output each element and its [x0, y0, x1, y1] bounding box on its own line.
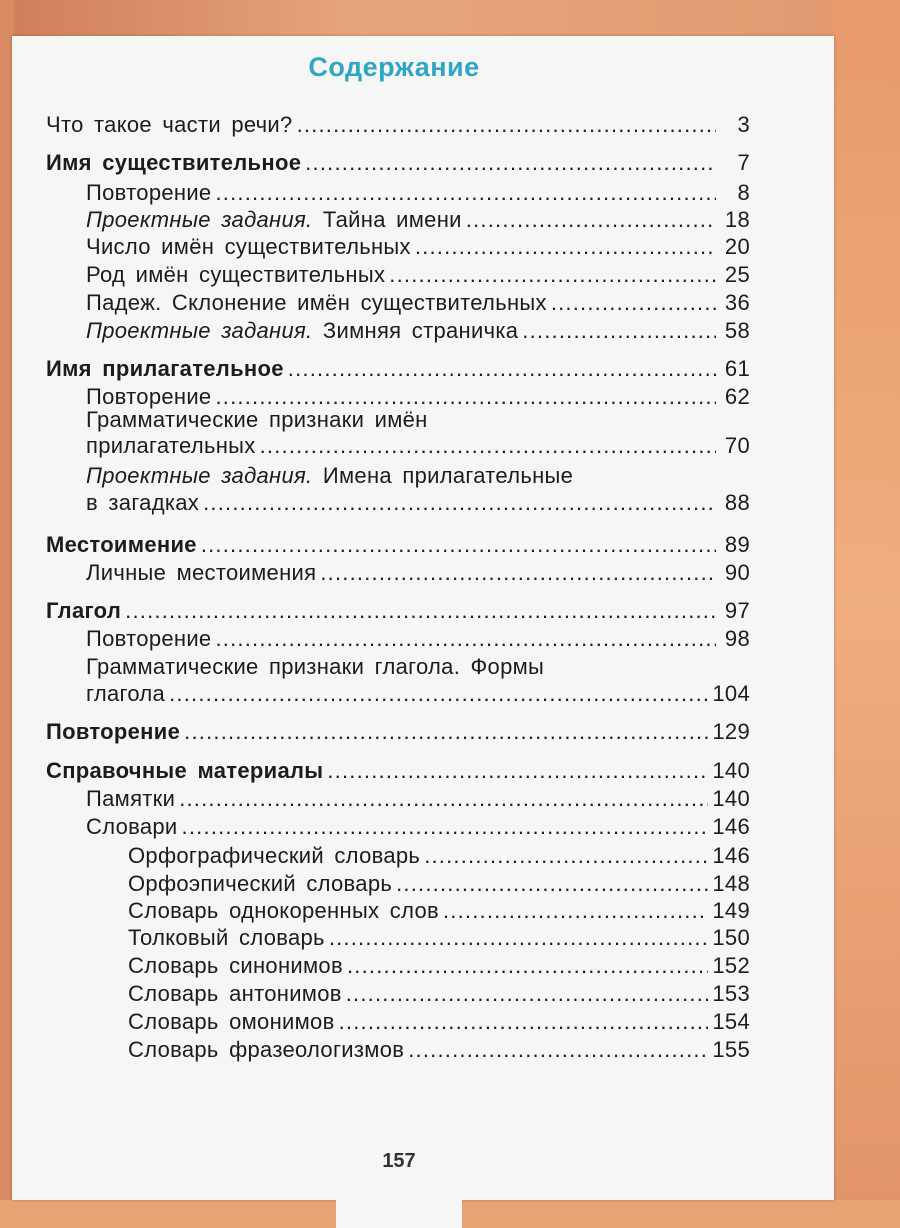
toc-entry-text: Толковый словарь — [128, 925, 325, 950]
toc-entry-text: Имя существительное — [46, 150, 302, 175]
toc-page-number: 150 — [712, 925, 750, 950]
toc-page-number: 3 — [737, 112, 750, 137]
toc-entry[interactable] — [128, 981, 750, 1007]
toc-entry-text: Имя прилагательное — [46, 356, 284, 381]
toc-entry-text: Памятки — [86, 786, 176, 811]
toc-entry[interactable] — [86, 490, 750, 516]
toc-section-entry[interactable] — [46, 719, 750, 745]
dot-leader — [346, 981, 709, 1007]
toc-page-number: 148 — [712, 871, 750, 896]
toc-section-entry[interactable] — [46, 150, 750, 176]
toc-entry-title — [86, 318, 518, 344]
toc-entry-text: Зимняя страничка — [322, 318, 519, 343]
dot-leader — [320, 560, 716, 586]
dot-leader — [551, 290, 716, 316]
toc-entry-text: Повторение — [46, 719, 181, 744]
toc-page-number: 89 — [724, 532, 750, 557]
toc-entry-text: Словарь синонимов — [128, 953, 343, 978]
dot-leader — [201, 532, 716, 558]
toc-section-entry[interactable] — [46, 356, 750, 382]
toc-entry-text: Словарь однокоренных слов — [128, 898, 439, 923]
toc-entry-line1-text: Имена прилагательные — [322, 463, 574, 488]
dot-leader — [339, 1009, 709, 1035]
dot-leader — [179, 786, 708, 812]
toc-entry-line1 — [86, 407, 428, 433]
toc-entry-title — [46, 598, 121, 624]
toc-entry-text: глагола — [86, 681, 166, 706]
toc-entry-title — [86, 626, 211, 652]
toc-entry-italic-prefix: Проектные задания. — [86, 318, 313, 343]
dot-leader — [182, 814, 709, 840]
toc-entry-title — [86, 814, 178, 840]
toc-page-number: 146 — [712, 814, 750, 839]
toc-entry-title — [86, 207, 462, 233]
toc-entry-title — [86, 560, 316, 586]
toc-entry[interactable] — [86, 814, 750, 840]
dot-leader — [203, 490, 716, 516]
toc-entry-title — [86, 234, 411, 260]
toc-page-number: 36 — [724, 290, 750, 315]
toc-entry-text: Повторение — [86, 180, 212, 205]
toc-entry[interactable] — [86, 626, 750, 652]
toc-entry-line1 — [86, 654, 544, 680]
toc-page-number: 152 — [712, 953, 750, 978]
toc-entry-title — [128, 898, 439, 924]
toc-page-number: 25 — [724, 262, 750, 287]
dot-leader — [389, 262, 716, 288]
toc-entry-text: Что такое части речи? — [46, 112, 293, 137]
toc-page-number: 98 — [724, 626, 750, 651]
toc-entry-line1-text: Грамматические признаки имён — [86, 407, 428, 432]
toc-entry-text: Словарь фразеологизмов — [128, 1037, 405, 1062]
toc-entry-title — [128, 1037, 404, 1063]
toc-entry-title — [46, 758, 323, 784]
toc-entry-title — [86, 262, 385, 288]
dot-leader — [215, 180, 716, 206]
dot-leader — [443, 898, 708, 924]
toc-page-number: 104 — [712, 681, 750, 706]
dot-leader — [215, 626, 716, 652]
toc-entry-line1-text: Грамматические признаки глагола. Формы — [86, 654, 545, 679]
toc-entry[interactable] — [86, 681, 750, 707]
toc-entry-title — [128, 1009, 335, 1035]
toc-entry-title — [128, 925, 325, 951]
toc-entry-text: Тайна имени — [322, 207, 462, 232]
toc-entry-text: Словарь антонимов — [128, 981, 342, 1006]
toc-entry[interactable] — [86, 318, 750, 344]
toc-entry[interactable] — [128, 925, 750, 951]
dot-leader — [522, 318, 716, 344]
dot-leader — [288, 356, 716, 382]
toc-entry-text: в загадках — [86, 490, 200, 515]
toc-entry-text: Род имён существительных — [86, 262, 386, 287]
toc-entry-title — [86, 681, 165, 707]
toc-entry-text: Справочные материалы — [46, 758, 324, 783]
toc-entry-line1 — [86, 463, 573, 489]
toc-entry[interactable] — [128, 843, 750, 869]
toc-entry[interactable] — [128, 953, 750, 979]
toc-entry-title — [46, 719, 180, 745]
toc-section-entry[interactable] — [46, 532, 750, 558]
toc-entry-text: прилагательных — [86, 433, 256, 458]
toc-entry[interactable] — [86, 433, 750, 459]
toc-entry-text: Словари — [86, 814, 178, 839]
dot-leader — [415, 234, 716, 260]
dot-leader — [260, 433, 716, 459]
toc-entry[interactable] — [128, 1037, 750, 1063]
toc-section-entry[interactable] — [46, 758, 750, 784]
toc-entry[interactable] — [128, 871, 750, 897]
page-title: Содержание — [308, 52, 480, 82]
dot-leader — [347, 953, 708, 979]
toc-page-number: 140 — [712, 758, 750, 783]
dot-leader — [466, 207, 716, 233]
toc-entry-title — [86, 490, 199, 516]
toc-page-number: 153 — [712, 981, 750, 1006]
toc-entry-text: Глагол — [46, 598, 122, 623]
toc-entry-title — [46, 356, 284, 382]
toc-page-number: 62 — [724, 384, 750, 409]
toc-entry-title — [128, 871, 392, 897]
toc-entry-text: Местоимение — [46, 532, 197, 557]
toc-entry-text: Орфоэпический словарь — [128, 871, 393, 896]
dot-leader — [408, 1037, 708, 1063]
dot-leader — [396, 871, 708, 897]
toc-page-number: 146 — [712, 843, 750, 868]
toc-entry-title — [128, 843, 420, 869]
toc-entry-text: Орфографический словарь — [128, 843, 421, 868]
toc-entry[interactable] — [86, 290, 750, 316]
toc-page-number: 7 — [737, 150, 750, 175]
dot-leader — [305, 150, 716, 176]
toc-page-number: 18 — [724, 207, 750, 232]
page-number: 157 — [382, 1150, 416, 1172]
toc-entry-text: Личные местоимения — [86, 560, 317, 585]
toc-entry-italic-prefix: Проектные задания. — [86, 207, 313, 232]
toc-section-entry[interactable] — [46, 598, 750, 624]
dot-leader — [329, 925, 709, 951]
toc-page-number: 88 — [724, 490, 750, 515]
dot-leader — [327, 758, 708, 784]
toc-page-number: 129 — [712, 719, 750, 744]
toc-entry[interactable] — [128, 1009, 750, 1035]
toc-entry[interactable] — [46, 112, 750, 138]
toc-page-number: 154 — [712, 1009, 750, 1034]
toc-page-number: 140 — [712, 786, 750, 811]
toc-entry-title — [46, 532, 197, 558]
toc-entry-text: Число имён существительных — [86, 234, 411, 259]
toc-entry-italic-prefix: Проектные задания. — [86, 463, 313, 488]
toc-entry[interactable] — [86, 560, 750, 586]
toc-page-number: 20 — [724, 234, 750, 259]
toc-entry-text: Падеж. Склонение имён существительных — [86, 290, 547, 315]
toc-page-number: 149 — [712, 898, 750, 923]
toc-entry-title — [86, 290, 547, 316]
toc-entry-title — [128, 981, 342, 1007]
dot-leader — [297, 112, 716, 138]
toc-entry[interactable] — [86, 234, 750, 260]
toc-entry-title — [86, 180, 211, 206]
toc-entry[interactable] — [86, 786, 750, 812]
toc-page-number: 70 — [724, 433, 750, 458]
toc-entry[interactable] — [86, 262, 750, 288]
toc-entry[interactable] — [86, 180, 750, 206]
toc-entry-title — [128, 953, 343, 979]
dot-leader — [125, 598, 716, 624]
toc-page-number: 155 — [712, 1037, 750, 1062]
toc-page-number: 58 — [724, 318, 750, 343]
toc-page-number: 97 — [724, 598, 750, 623]
toc-entry[interactable] — [128, 898, 750, 924]
toc-entry-text: Повторение — [86, 626, 212, 651]
toc-entry[interactable] — [86, 207, 750, 233]
toc-entry-title — [86, 786, 175, 812]
toc-entry-text: Словарь омонимов — [128, 1009, 335, 1034]
toc-page-number: 61 — [724, 356, 750, 381]
toc-page-number: 8 — [737, 180, 750, 205]
toc-page-number: 90 — [724, 560, 750, 585]
dot-leader — [184, 719, 708, 745]
toc-entry-title — [86, 433, 256, 459]
dot-leader — [169, 681, 708, 707]
toc-entry-title — [46, 150, 301, 176]
dot-leader — [424, 843, 708, 869]
toc-entry-title — [46, 112, 293, 138]
toc-entry-text: Повторение — [86, 384, 212, 409]
